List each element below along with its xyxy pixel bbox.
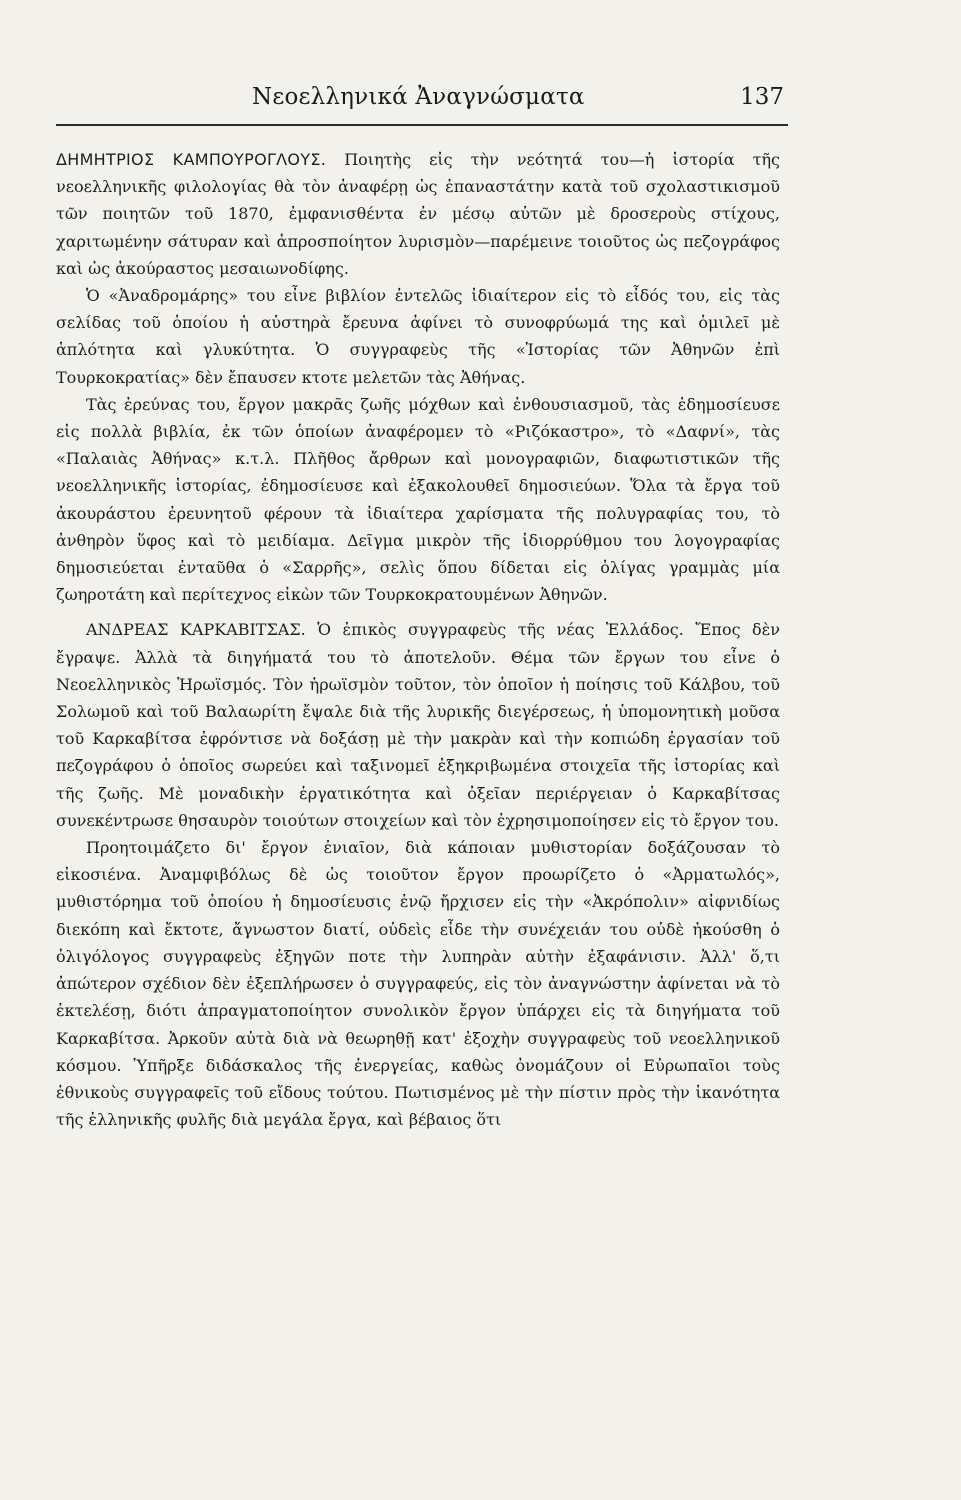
paragraph: Ὁ «Ἀναδρομάρης» του εἶνε βιβλίον ἐντελῶς ἰδιαίτερον εἰς τὸ εἶδός του, εἰς τὰς σελίδας τοῦ ὁποίου ἡ αὐστηρὰ ἔρευνα ἀφίνει τὸ συνοφρύωμά της καὶ ὁμιλεῖ μὲ ἁπλότητα καὶ γλυκύτητα. Ὁ συγγραφεὺς τῆς «Ἱστορίας τῶν Ἀθηνῶν ἐπὶ Τουρκοκρατίας» δὲν ἔπαυσεν κτοτε μελετῶν τὰς Ἀθήνας. [56, 286, 780, 387]
author-heading: ΑΝΔΡΕΑΣ ΚΑΡΚΑΒΙΤΣΑΣ. [86, 620, 306, 640]
page-number: 137 [740, 84, 784, 110]
paragraph [56, 146, 780, 282]
header-rule [56, 124, 788, 126]
paragraph [56, 616, 780, 834]
paragraph-text: Ὁ ἐπικὸς συγγραφεὺς τῆς νέας Ἑλλάδος. Ἔπος δὲν ἔγραψε. Ἀλλὰ τὰ διηγήματά του τὸ ἀποτελοῦν. Θέμα τῶν ἔργων του εἶνε ὁ Νεοελληνικὸς Ἡρωϊσμός. Τὸν ἡρωϊσμὸν τοῦτον, τὸν ὁποῖον ἡ ποίησις τοῦ Κάλβου, τοῦ Σολωμοῦ καὶ τοῦ Βαλαωρίτη ἔψαλε διὰ τῆς λυρικῆς διεγέρσεως, ἡ ὑπομονητικὴ μοῦσα τοῦ Καρκαβίτσα ἐφρόντισε νὰ δοξάσῃ μὲ τὴν μακρὰν καὶ τὴν κοπιώδη ἐργασίαν τοῦ πεζογράφου ὁ ὁποῖος σωρεύει καὶ ταξινομεῖ ἐξηκριβωμένα στοιχεῖα τῆς ἱστορίας καὶ τῆς ζωῆς. Μὲ μοναδικὴν ἐργατικότητα καὶ ὀξεῖαν περιέργειαν ὁ Καρκαβίτσας συνεκέντρωσε θησαυρὸν τοιούτων στοιχείων καὶ τὸν ἐχρησιμοποίησεν εἰς τὸ ἔργον του. [56, 620, 781, 830]
body-text [56, 146, 780, 1133]
running-title: Νεοελληνικά Ἀναγνώσματα [252, 84, 585, 110]
page-header [56, 84, 784, 124]
paragraph-text: Ποιητὴς εἰς τὴν νεότητά του—ἡ ἱστορία τῆς νεοελληνικῆς φιλολογίας θὰ τὸν ἀναφέρῃ ὡς ἐπαναστάτην κατὰ τοῦ σχολαστικισμοῦ τῶν ποιητῶν τοῦ 1870, ἐμφανισθέντα ἐν μέσῳ αὐτῶν μὲ δροσεροὺς στίχους, χαριτωμένην σάτυραν καὶ ἀπροσποίητον λυρισμὸν—παρέμεινε τοιοῦτος ὡς πεζογράφος καὶ ὡς ἀκούραστος μεσαιωνοδίφης. [56, 150, 780, 278]
paragraph: Προητοιμάζετο δι' ἔργον ἐνιαῖον, διὰ κάποιαν μυθιστορίαν δοξάζουσαν τὸ εἰκοσιένα. Ἀναμφιβόλως δὲ ὡς τοιοῦτον ἔργον προωρίζετο ὁ «Ἀρματωλός», μυθιστόρημα τοῦ ὁποίου ἡ δημοσίευσις ἐνῷ ἤρχισεν εἰς τὴν «Ἀκρόπολιν» αἰφνιδίως διεκόπη καὶ ἔκτοτε, ἄγνωστον διατί, οὐδεὶς εἶδε τὴν συνέχειάν του οὐδὲ ἠκούσθη ὁ ὀλιγόλογος συγγραφεὺς ἐξηγῶν ποτε τὴν λυπηρὰν αὐτὴν ἐξαφάνισιν. Ἀλλ' ὅ,τι ἀπώτερον σχέδιον δὲν ἐξεπλήρωσεν ὁ συγγραφεύς, εἰς τὸν ἀναγνώστην ἀφίνεται νὰ τὸ ἐκτελέσῃ, διότι ἀπραγματοποίητον συνολικὸν ἔργον ὑπάρχει εἰς τὰ διηγήματα τοῦ Καρκαβίτσα. Ἀρκοῦν αὐτὰ διὰ νὰ θεωρηθῇ κατ' ἐξοχὴν συγγραφεὺς τοῦ νεοελληνικοῦ κόσμου. Ὑπῆρξε διδάσκαλος τῆς ἐνεργείας, καθὼς ὀνομάζουν οἱ Εὐρωπαῖοι τοὺς ἐθνικοὺς συγγραφεῖς τοῦ εἴδους τούτου. Πωτισμένος μὲ τὴν πίστιν πρὸς τὴν ἱκανότητα τῆς ἑλληνικῆς φυλῆς διὰ μεγάλα ἔργα, καὶ βέβαιος ὅτι [56, 838, 780, 1130]
author-heading: ΔΗΜΗΤΡΙΟΣ ΚΑΜΠΟΥΡΟΓΛΟΥΣ. [56, 150, 327, 169]
paragraph: Τὰς ἐρεύνας του, ἔργον μακρᾶς ζωῆς μόχθων καὶ ἐνθουσιασμοῦ, τὰς ἐδημοσίευσε εἰς πολλὰ βιβλία, ἐκ τῶν ὁποίων ἀναφέρομεν τὸ «Ριζόκαστρο», τὸ «Δαφνί», τὰς «Παλαιὰς Ἀθήνας» κ.τ.λ. Πλῆθος ἄρθρων καὶ μονογραφιῶν, διαφωτιστικῶν τῆς νεοελληνικῆς ἱστορίας, ἐδημοσίευσε καὶ ἐξακολουθεῖ δημοσιεύων. Ὅλα τὰ ἔργα τοῦ ἀκουράστου ἐρευνητοῦ φέρουν τὰ ἰδιαίτερα χαρίσματα τῆς πολυγραφίας του, τὸ ἀνθηρὸν ὕφος καὶ τὸ μειδίαμα. Δεῖγμα μικρὸν τῆς ἰδιορρύθμου του λογογραφίας δημοσιεύεται ἐνταῦθα ὁ «Σαρρῆς», σελὶς ὅπου δίδεται εἰς ὀλίγας γραμμὰς μία ζωηροτάτη καὶ περίτεχνος εἰκὼν τῶν Τουρκοκρατουμένων Ἀθηνῶν. [56, 394, 780, 605]
